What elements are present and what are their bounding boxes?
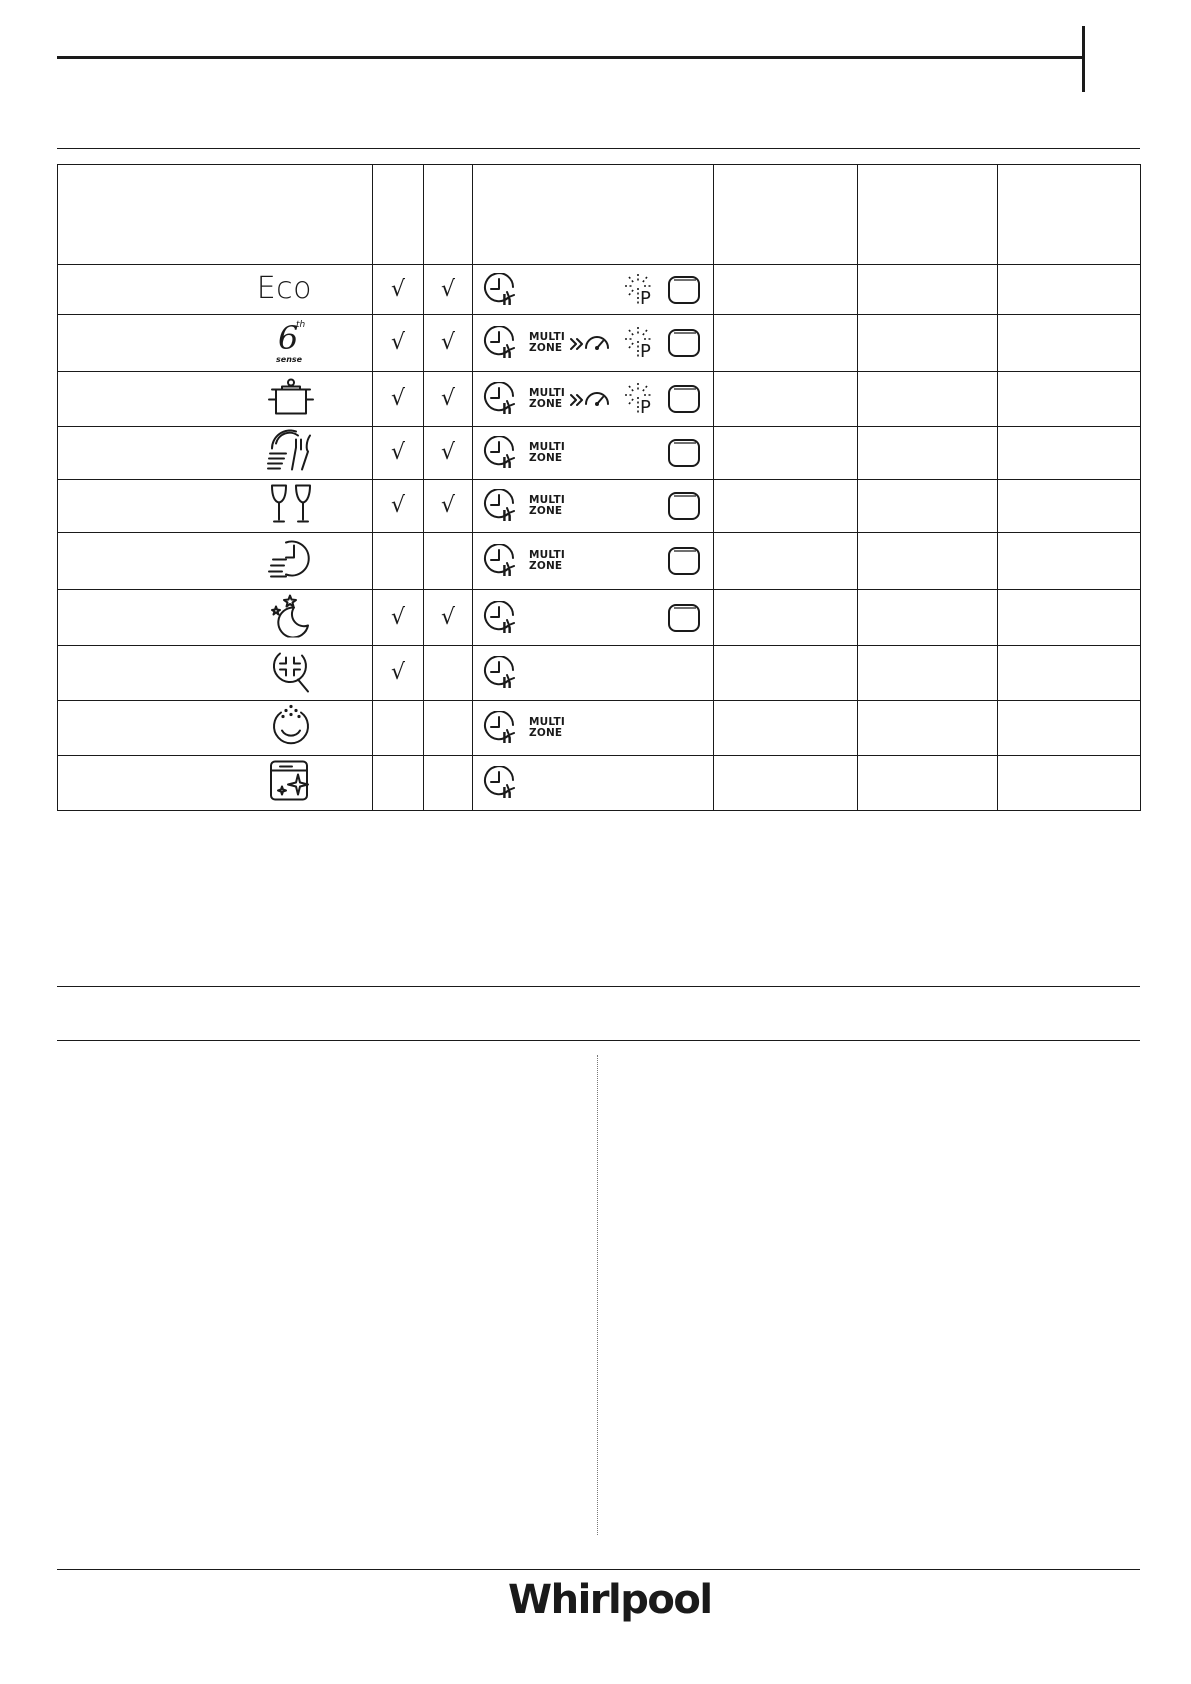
empty-cell <box>998 372 1141 427</box>
powerclean-icon <box>621 381 655 417</box>
compatibility-check-cell: √ <box>373 590 424 646</box>
options-cell <box>473 315 714 372</box>
sixth-suffix: th <box>296 320 306 330</box>
empty-cell <box>858 372 998 427</box>
compatibility-check-cell <box>424 646 473 701</box>
compatibility-check-cell <box>373 756 424 811</box>
options-cell <box>473 427 714 480</box>
compatibility-check-cell: √ <box>373 372 424 427</box>
svg-text:h: h <box>502 564 512 578</box>
svg-text:h: h <box>502 346 512 360</box>
hygiene-search-icon <box>268 648 314 699</box>
empty-cell <box>714 533 858 590</box>
delay-start-icon <box>483 544 521 578</box>
empty-cell <box>858 265 998 315</box>
compatibility-check-cell <box>373 533 424 590</box>
multizone-line2: ZONE <box>529 727 563 739</box>
multizone-line1: MULTI <box>529 494 565 506</box>
options-cell <box>473 372 714 427</box>
program-icon-cell <box>58 590 373 646</box>
tablet-icon <box>666 602 702 634</box>
daily-dishes-icon <box>266 430 314 477</box>
svg-text:h: h <box>502 402 512 416</box>
sense-label: sense <box>276 355 303 364</box>
empty-cell <box>858 315 998 372</box>
program-icon-cell <box>58 756 373 811</box>
empty-cell <box>998 480 1141 533</box>
empty-cell <box>858 533 998 590</box>
compatibility-check-cell <box>424 756 473 811</box>
options-cell <box>473 590 714 646</box>
multizone-line1: MULTI <box>529 716 565 728</box>
empty-cell <box>714 427 858 480</box>
compatibility-check-cell: √ <box>424 590 473 646</box>
delay-start-icon <box>483 601 521 635</box>
options-cell <box>473 265 714 315</box>
tablet-icon <box>666 545 702 577</box>
multizone-icon <box>529 550 565 572</box>
options-cell <box>473 701 714 756</box>
tablet-icon <box>666 490 702 522</box>
multizone-icon <box>529 388 565 410</box>
empty-cell <box>858 701 998 756</box>
compatibility-check-cell: √ <box>373 265 424 315</box>
empty-cell <box>714 372 858 427</box>
multizone-line1: MULTI <box>529 441 565 453</box>
compatibility-check-cell <box>373 701 424 756</box>
delay-start-icon <box>483 326 521 360</box>
compatibility-check-cell: √ <box>373 427 424 480</box>
program-icon-cell <box>58 533 373 590</box>
svg-text:P: P <box>640 341 651 361</box>
multizone-icon <box>529 717 565 739</box>
table-row <box>58 315 1141 372</box>
table-row <box>58 480 1141 533</box>
empty-cell <box>998 701 1141 756</box>
empty-cell <box>714 265 858 315</box>
empty-cell <box>858 590 998 646</box>
multizone-icon <box>529 442 565 464</box>
multizone-line2: ZONE <box>529 398 563 410</box>
compatibility-check-cell: √ <box>373 480 424 533</box>
turbo-icon <box>570 390 612 408</box>
pot-icon <box>268 376 314 423</box>
program-icon-cell <box>58 372 373 427</box>
delay-start-icon <box>483 436 521 470</box>
section-rule-lower <box>57 1040 1140 1041</box>
svg-text:h: h <box>502 292 512 307</box>
table-row <box>58 265 1141 315</box>
program-icon-cell <box>58 265 373 315</box>
empty-cell <box>714 646 858 701</box>
header-cell <box>714 165 858 265</box>
delay-start-icon <box>483 711 521 745</box>
tablet-icon <box>666 274 702 306</box>
program-icon-cell <box>58 315 373 372</box>
delay-start-icon <box>483 656 521 690</box>
eco-program-label: Eco <box>256 270 312 306</box>
compatibility-check-cell: √ <box>424 427 473 480</box>
empty-cell <box>858 480 998 533</box>
options-cell <box>473 646 714 701</box>
table-row <box>58 533 1141 590</box>
header-cell <box>998 165 1141 265</box>
empty-cell <box>998 427 1141 480</box>
program-icon-cell <box>58 427 373 480</box>
program-icon-cell <box>58 701 373 756</box>
table-row <box>58 701 1141 756</box>
svg-text:P: P <box>640 397 651 417</box>
multizone-line1: MULTI <box>529 549 565 561</box>
powerclean-icon <box>621 272 655 308</box>
empty-cell <box>714 480 858 533</box>
program-icon-cell <box>58 646 373 701</box>
column-divider <box>597 1055 598 1535</box>
prewash-icon <box>268 703 314 754</box>
empty-cell <box>998 533 1141 590</box>
empty-cell <box>714 315 858 372</box>
svg-text:h: h <box>502 731 512 745</box>
empty-cell <box>998 646 1141 701</box>
empty-cell <box>858 756 998 811</box>
header-cell <box>473 165 714 265</box>
empty-cell <box>998 315 1141 372</box>
delay-start-icon <box>483 382 521 416</box>
header-cell <box>858 165 998 265</box>
table-row <box>58 427 1141 480</box>
header-cell <box>58 165 373 265</box>
multizone-line2: ZONE <box>529 452 563 464</box>
compatibility-check-cell <box>424 701 473 756</box>
header-rule-end <box>1082 26 1085 92</box>
header-cell <box>373 165 424 265</box>
multizone-line1: MULTI <box>529 387 565 399</box>
delay-start-icon <box>483 489 521 523</box>
powerclean-icon <box>621 325 655 361</box>
compatibility-check-cell: √ <box>373 315 424 372</box>
multizone-line1: MULTI <box>529 331 565 343</box>
empty-cell <box>998 756 1141 811</box>
options-cell <box>473 533 714 590</box>
svg-text:P: P <box>640 287 651 308</box>
whirlpool-logo: Whirlpool <box>508 1577 712 1623</box>
svg-text:h: h <box>502 786 512 800</box>
compatibility-check-cell: √ <box>373 646 424 701</box>
svg-text:h: h <box>502 456 512 470</box>
empty-cell <box>858 646 998 701</box>
multizone-line2: ZONE <box>529 342 563 354</box>
multizone-icon <box>529 332 565 354</box>
compatibility-check-cell: √ <box>424 265 473 315</box>
empty-cell <box>714 701 858 756</box>
compatibility-check-cell: √ <box>424 372 473 427</box>
tablet-icon <box>666 437 702 469</box>
svg-text:h: h <box>502 509 512 523</box>
6th-sense-icon <box>272 320 310 366</box>
options-cell <box>473 756 714 811</box>
program-table <box>57 164 1141 811</box>
program-icon-cell <box>58 480 373 533</box>
turbo-icon <box>570 334 612 352</box>
quick-wash-icon <box>268 538 314 585</box>
section-rule-middle <box>57 986 1140 987</box>
empty-cell <box>714 756 858 811</box>
svg-text:h: h <box>502 676 512 690</box>
table-row <box>58 756 1141 811</box>
tablet-icon <box>666 327 702 359</box>
table-row <box>58 372 1141 427</box>
self-clean-icon <box>268 759 314 808</box>
delay-start-icon <box>483 273 521 307</box>
sixth-number: 6 <box>278 319 299 357</box>
multizone-line2: ZONE <box>529 560 563 572</box>
compatibility-check-cell: √ <box>424 480 473 533</box>
multizone-icon <box>529 495 565 517</box>
svg-text:h: h <box>502 620 512 635</box>
tablet-icon <box>666 383 702 415</box>
empty-cell <box>998 590 1141 646</box>
footer-rule <box>57 1569 1140 1570</box>
empty-cell <box>714 590 858 646</box>
options-cell <box>473 480 714 533</box>
header-cell <box>424 165 473 265</box>
table-header-row <box>58 165 1141 265</box>
empty-cell <box>998 265 1141 315</box>
header-rule <box>57 56 1084 59</box>
multizone-line2: ZONE <box>529 505 563 517</box>
table-row <box>58 646 1141 701</box>
glasses-icon <box>268 482 314 531</box>
section-rule-top <box>57 148 1140 149</box>
empty-cell <box>858 427 998 480</box>
compatibility-check-cell: √ <box>424 315 473 372</box>
delay-start-icon <box>483 766 521 800</box>
table-row <box>58 590 1141 646</box>
night-wash-icon <box>268 593 314 642</box>
compatibility-check-cell <box>424 533 473 590</box>
